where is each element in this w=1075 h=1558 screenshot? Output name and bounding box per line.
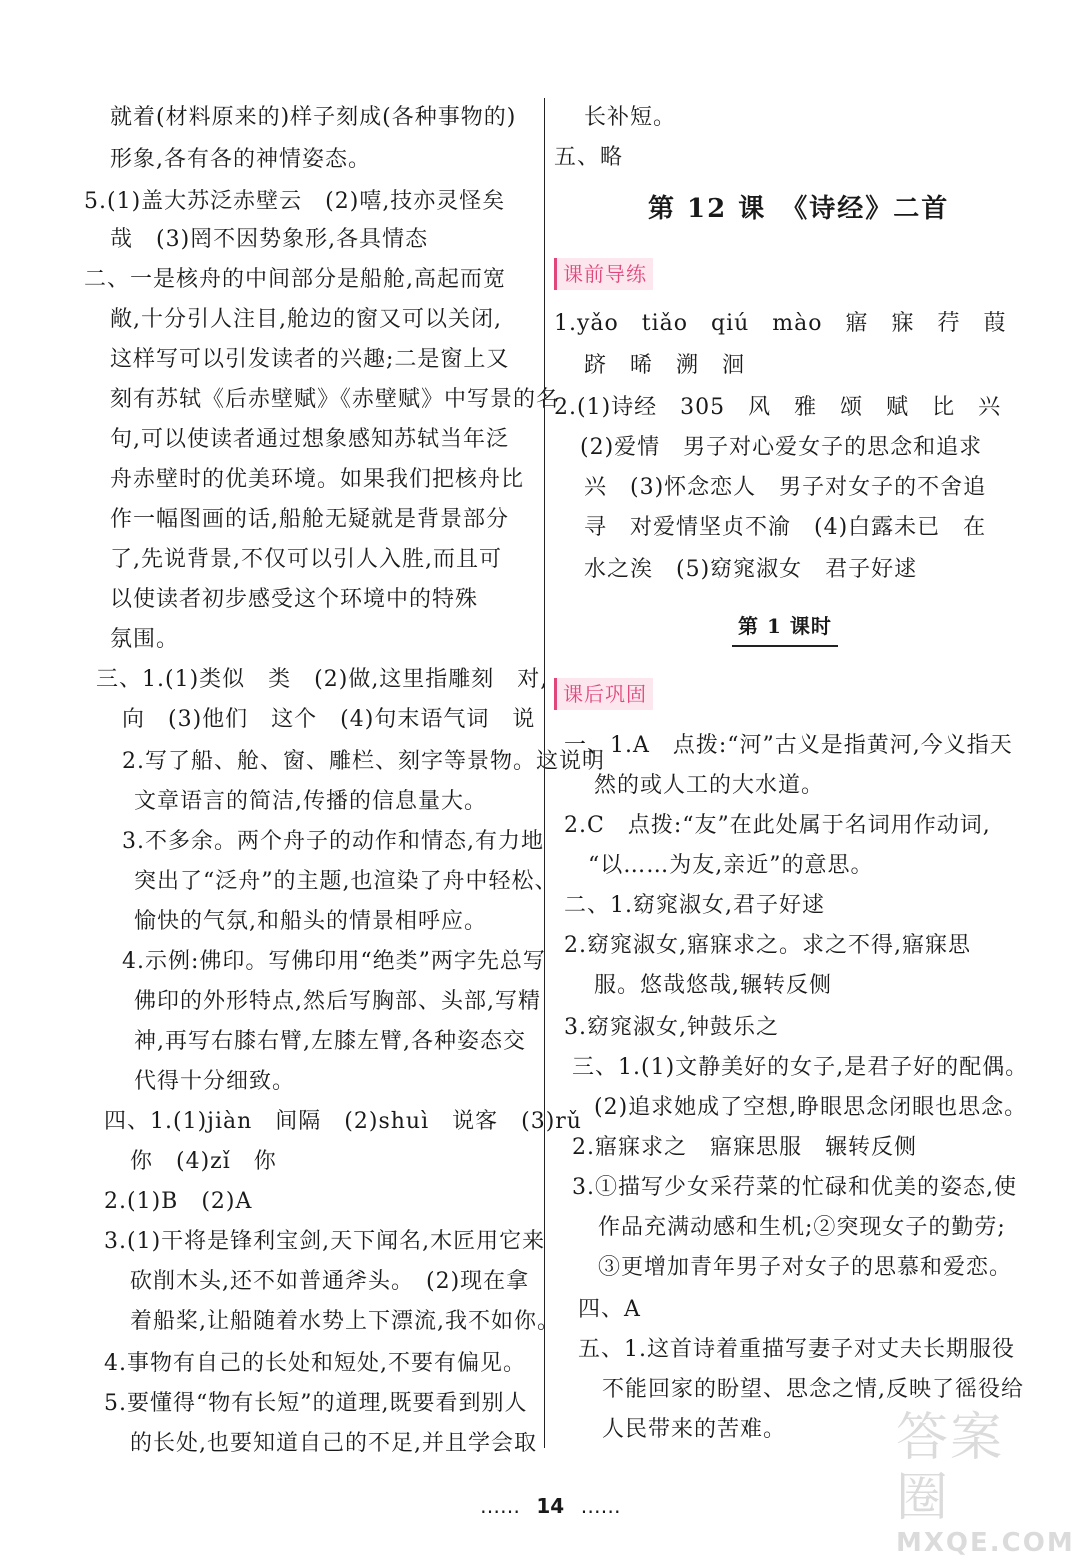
answer-line: 2.窈窕淑女,寤寐求之。求之不得,寤寐思: [564, 933, 971, 958]
answer-line: 五、略: [554, 145, 624, 170]
answer-line: 刻有苏轼《后赤壁赋》《赤壁赋》中写景的名: [110, 387, 560, 412]
answer-line: 作一幅图画的话,船舱无疑就是背景部分: [110, 507, 509, 532]
answer-line: 跻 晞 溯 洄: [584, 353, 746, 378]
answer-line: 二、1.窈窕淑女,君子好逑: [564, 893, 825, 918]
answer-line: 着船桨,让船随着水势上下漂流,我不如你。: [130, 1309, 560, 1334]
answer-line: 以使读者初步感受这个环境中的特殊: [110, 587, 479, 612]
answer-line: 2.(1)诗经 305 风 雅 颂 赋 比 兴: [554, 395, 1002, 420]
answer-line: 五、1.这首诗着重描写妻子对丈夫长期服役: [578, 1337, 1015, 1362]
answer-line: 一、1.A 点拨:“河”古义是指黄河,今义指天: [564, 733, 1013, 758]
answer-line: 敞,十分引人注目,舱边的窗又可以关闭,: [110, 307, 502, 332]
answer-line: 兴 (3)怀念恋人 男子对女子的不舍追: [584, 475, 987, 500]
answer-line: 句,可以使读者通过想象感知苏轼当年泛: [110, 427, 509, 452]
answer-line: 4.示例:佛印。写佛印用“绝类”两字先总写: [122, 949, 546, 974]
answer-line: 3.不多余。两个舟子的动作和情态,有力地: [122, 829, 544, 854]
watermark: [896, 1408, 1075, 1558]
answer-line: 四、A: [578, 1297, 641, 1322]
answer-line: 2.(1)B (2)A: [104, 1189, 253, 1214]
footer-dots-right: ……: [580, 1494, 621, 1518]
page-footer: [480, 1494, 621, 1518]
section-tag-post: 课后巩固: [554, 678, 653, 710]
answer-line: 突出了“泛舟”的主题,也渲染了舟中轻松、: [134, 869, 558, 894]
answer-line: 代得十分细致。: [134, 1069, 296, 1094]
answer-line: 二、一是核舟的中间部分是船舱,高起而宽: [84, 267, 506, 292]
answer-line: 佛印的外形特点,然后写胸部、头部,写精: [134, 989, 541, 1014]
column-divider: [544, 98, 545, 1448]
answer-line: 5.(1)盖大苏泛赤壁云 (2)嘻,技亦灵怪矣: [84, 189, 506, 214]
answer-line: 氛围。: [110, 627, 180, 652]
answer-line: 人民带来的苦难。: [602, 1417, 787, 1442]
answer-line: 寻 对爱情坚贞不渝 (4)白露未已 在: [584, 515, 987, 540]
answer-line: 服。悠哉悠哉,辗转反侧: [594, 973, 832, 998]
answer-line: 三、1.(1)类似 类 (2)做,这里指雕刻 对,: [96, 667, 549, 692]
answer-line: 4.事物有自己的长处和短处,不要有偏见。: [104, 1351, 526, 1376]
answer-line: 哉 (3)罔不因势象形,各具情态: [110, 227, 429, 252]
answer-line: 四、1.(1)jiàn 间隔 (2)shuì 说客 (3)rǔ: [104, 1109, 582, 1134]
answer-line: 3.窈窕淑女,钟鼓乐之: [564, 1015, 779, 1040]
answer-line: ③更增加青年男子对女子的思慕和爱恋。: [598, 1255, 1013, 1280]
watermark-site: MXQE.COM: [896, 1528, 1075, 1558]
answer-line: 舟赤壁时的优美环境。如果我们把核舟比: [110, 467, 525, 492]
answer-line: 这样写可以引发读者的兴趣;二是窗上又: [110, 347, 510, 372]
answer-line: 1.yǎo tiǎo qiú mào 寤 寐 荇 葭: [554, 311, 1007, 336]
answer-line: 砍削木头,还不如普通斧头。 (2)现在拿: [130, 1269, 530, 1294]
footer-dots-left: ……: [480, 1494, 520, 1518]
answer-line: 2.C 点拨:“友”在此处属于名词用作动词,: [564, 813, 991, 838]
answer-line: 然的或人工的大水道。: [594, 773, 825, 798]
answer-line: 5.要懂得“物有长短”的道理,既要看到别人: [104, 1391, 528, 1416]
answer-line: “以……为友,亲近”的意思。: [588, 853, 874, 878]
answer-line: 愉快的气氛,和船头的情景相呼应。: [134, 909, 487, 934]
answer-line: 的长处,也要知道自己的不足,并且学会取: [130, 1431, 537, 1456]
answer-line: 形象,各有各的神情姿态。: [110, 147, 371, 172]
answer-line: 水之涘 (5)窈窕淑女 君子好逑: [584, 557, 918, 582]
subsection-title: 第 1 课时: [738, 610, 832, 639]
answer-line: 2.写了船、舱、窗、雕栏、刻字等景物。这说明: [122, 749, 605, 774]
answer-line: 不能回家的盼望、思念之情,反映了徭役给: [602, 1377, 1024, 1402]
answer-line: (2)爱情 男子对心爱女子的思念和追求: [580, 435, 983, 460]
answer-line: 作品充满动感和生机;②突现女子的勤劳;: [598, 1215, 1006, 1240]
answer-line: 就着(材料原来的)样子刻成(各种事物的): [110, 105, 517, 130]
section-tag-pre: 课前导练: [554, 258, 653, 290]
answer-line: 神,再写右膝右臂,左膝左臂,各种姿态交: [134, 1029, 526, 1054]
answer-line: 长补短。: [584, 105, 677, 130]
answer-line: 向 (3)他们 这个 (4)句末语气词 说: [122, 707, 536, 732]
answer-line: 3.(1)干将是锋利宝剑,天下闻名,木匠用它来: [104, 1229, 546, 1254]
answer-line: 三、1.(1)文静美好的女子,是君子好的配偶。: [572, 1055, 1029, 1080]
answer-line: 你 (4)zǐ 你: [130, 1149, 277, 1174]
answer-line: 了,先说背景,不仅可以引人入胜,而且可: [110, 547, 502, 572]
lesson-title: 第 12 课 《诗经》二首: [648, 194, 950, 224]
answer-line: 文章语言的简洁,传播的信息量大。: [134, 789, 487, 814]
answer-line: (2)追求她成了空想,睁眼思念闭眼也思念。: [594, 1095, 1028, 1120]
page-number: 14: [536, 1494, 565, 1518]
answer-line: 3.①描写少女采荇菜的忙碌和优美的姿态,使: [572, 1175, 1017, 1200]
watermark-logo-icon: 答案圈: [896, 1408, 1005, 1528]
answer-line: 2.寤寐求之 寤寐思服 辗转反侧: [572, 1135, 917, 1160]
